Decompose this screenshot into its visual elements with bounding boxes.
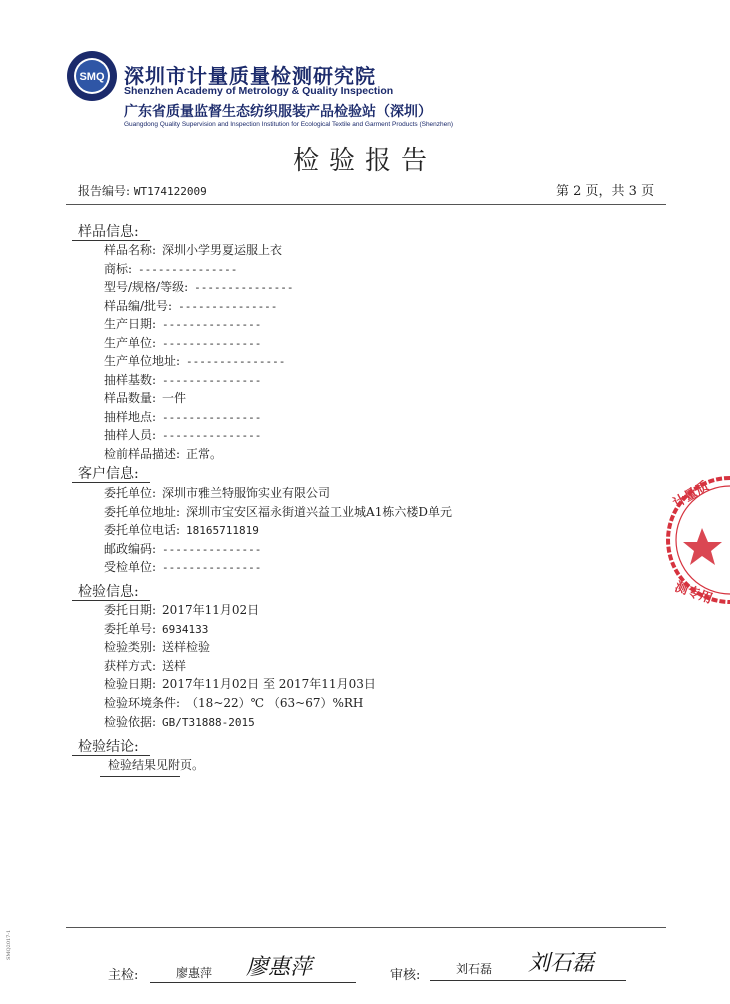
report-number-label: 报告编号: bbox=[78, 184, 131, 198]
field-row bbox=[104, 676, 376, 692]
side-document-code: SMQ2017-1 bbox=[6, 929, 12, 960]
field-row bbox=[104, 621, 208, 638]
field-row bbox=[104, 504, 452, 520]
client-section-heading: 客户信息: bbox=[78, 466, 139, 482]
field-row bbox=[104, 409, 261, 426]
field-row bbox=[104, 353, 285, 370]
field-label: 检前样品描述: bbox=[104, 446, 181, 461]
field-label: 样品名称: bbox=[104, 243, 157, 257]
field-value: --------------- bbox=[138, 262, 238, 276]
conclusion-heading-underline bbox=[72, 755, 150, 756]
field-label: 生产单位: bbox=[104, 335, 157, 350]
field-value: 一件 bbox=[162, 391, 187, 405]
field-value: --------------- bbox=[162, 336, 262, 350]
page-info: 第 2 页，共 3 页 bbox=[556, 184, 655, 199]
field-label: 抽样地点: bbox=[104, 409, 157, 424]
field-row bbox=[104, 695, 363, 711]
sample-heading-underline bbox=[72, 240, 150, 241]
field-row bbox=[104, 279, 293, 296]
field-value: --------------- bbox=[194, 281, 294, 294]
field-label: 生产日期: bbox=[104, 317, 157, 331]
field-row bbox=[104, 658, 186, 674]
field-row bbox=[104, 427, 261, 444]
field-row bbox=[104, 639, 210, 655]
field-label: 样品编/批号: bbox=[104, 298, 173, 313]
field-label: 委托单位: bbox=[104, 486, 157, 500]
field-label: 抽样人员: bbox=[104, 428, 157, 442]
field-row bbox=[104, 261, 237, 278]
inspector-label: 主检: bbox=[108, 968, 139, 983]
field-value: 深圳市宝安区福永街道兴益工业城A1栋六楼D单元 bbox=[186, 504, 452, 519]
field-row bbox=[104, 485, 330, 501]
field-label: 受检单位: bbox=[104, 560, 157, 574]
field-value: --------------- bbox=[162, 429, 262, 442]
field-value: --------------- bbox=[162, 410, 262, 424]
inspection-heading-underline bbox=[72, 600, 150, 601]
field-row bbox=[104, 714, 255, 731]
official-seal-stamp bbox=[662, 470, 730, 610]
field-label: 生产单位地址: bbox=[104, 354, 181, 368]
org-name-en: Shenzhen Academy of Metrology & Quality Inspection bbox=[124, 85, 394, 97]
conclusion-text-underline bbox=[100, 776, 180, 777]
field-label: 获样方式: bbox=[104, 658, 157, 673]
sub-org-cn: 广东省质量监督生态纺织服装产品检验站（深圳） bbox=[124, 104, 432, 120]
field-label: 商标: bbox=[104, 261, 133, 276]
svg-text:计量质: 计量质 bbox=[670, 478, 712, 512]
field-row bbox=[104, 602, 259, 618]
sub-org-en: Guangdong Quality Supervision and Inspection Institution for Ecological Textile and Garment Products (Shenzhen) bbox=[124, 121, 454, 128]
field-label: 委托日期: bbox=[104, 603, 157, 617]
reviewer-label: 审核: bbox=[390, 968, 421, 983]
field-value: GB/T31888-2015 bbox=[162, 715, 255, 729]
field-label: 样品数量: bbox=[104, 391, 157, 405]
field-value: 正常。 bbox=[186, 446, 223, 461]
reviewer-name: 刘石磊 bbox=[456, 962, 493, 976]
report-number bbox=[78, 182, 207, 199]
field-row bbox=[104, 522, 259, 539]
field-value: --------------- bbox=[186, 355, 286, 368]
field-value: （18~22）℃ （63~67）%RH bbox=[186, 696, 364, 710]
bottom-divider bbox=[66, 927, 666, 928]
field-value: 18165711819 bbox=[186, 524, 259, 537]
field-value: --------------- bbox=[162, 542, 262, 556]
field-label: 检验依据: bbox=[104, 714, 157, 729]
field-row bbox=[104, 541, 261, 558]
reviewer-signature: 刘石磊 bbox=[528, 951, 595, 976]
field-label: 邮政编码: bbox=[104, 541, 157, 556]
field-row bbox=[104, 316, 261, 333]
conclusion-section-heading: 检验结论: bbox=[78, 739, 139, 755]
top-divider bbox=[66, 204, 666, 205]
inspector-name: 廖惠萍 bbox=[176, 966, 213, 980]
field-label: 委托单号: bbox=[104, 621, 157, 636]
field-value: --------------- bbox=[162, 318, 262, 331]
field-value: --------------- bbox=[162, 373, 262, 387]
smq-logo bbox=[66, 50, 118, 102]
client-heading-underline bbox=[72, 482, 150, 483]
field-value: 6934133 bbox=[162, 622, 209, 636]
field-label: 检验日期: bbox=[104, 677, 157, 692]
field-value: --------------- bbox=[178, 299, 278, 313]
field-label: 检验环境条件: bbox=[104, 696, 181, 710]
report-number-value: WT174122009 bbox=[133, 185, 207, 198]
field-row bbox=[104, 390, 186, 406]
field-value: 深圳市雅兰特服饰实业有限公司 bbox=[162, 486, 331, 500]
conclusion-text: 检验结果见附页。 bbox=[108, 758, 205, 772]
field-row bbox=[104, 298, 277, 315]
field-value: 2017年11月02日 bbox=[162, 603, 260, 617]
inspector-signature: 廖惠萍 bbox=[246, 955, 313, 980]
field-value: 送样 bbox=[162, 658, 187, 673]
field-label: 检验类别: bbox=[104, 640, 157, 655]
field-value: --------------- bbox=[162, 561, 262, 574]
field-value: 2017年11月02日 至 2017年11月03日 bbox=[162, 677, 376, 692]
field-row bbox=[104, 446, 222, 462]
page-title: 检验报告 bbox=[292, 146, 437, 176]
sample-section-heading: 样品信息: bbox=[78, 224, 139, 240]
field-label: 型号/规格/等级: bbox=[104, 280, 189, 294]
svg-text:测专用: 测专用 bbox=[672, 579, 715, 608]
field-row bbox=[104, 559, 261, 576]
inspector-sign-line bbox=[150, 982, 356, 983]
field-row bbox=[104, 335, 261, 352]
org-name-cn: 深圳市计量质量检测研究院 bbox=[124, 64, 376, 88]
field-value: 送样检验 bbox=[162, 640, 211, 655]
logo-text: SMQ bbox=[79, 71, 105, 83]
field-row bbox=[104, 372, 261, 389]
field-label: 委托单位地址: bbox=[104, 504, 181, 519]
inspection-section-heading: 检验信息: bbox=[78, 584, 139, 600]
field-value: 深圳小学男夏运服上衣 bbox=[162, 243, 283, 257]
field-label: 抽样基数: bbox=[104, 372, 157, 387]
field-label: 委托单位电话: bbox=[104, 523, 181, 537]
field-row bbox=[104, 242, 282, 258]
reviewer-sign-line bbox=[430, 980, 626, 981]
